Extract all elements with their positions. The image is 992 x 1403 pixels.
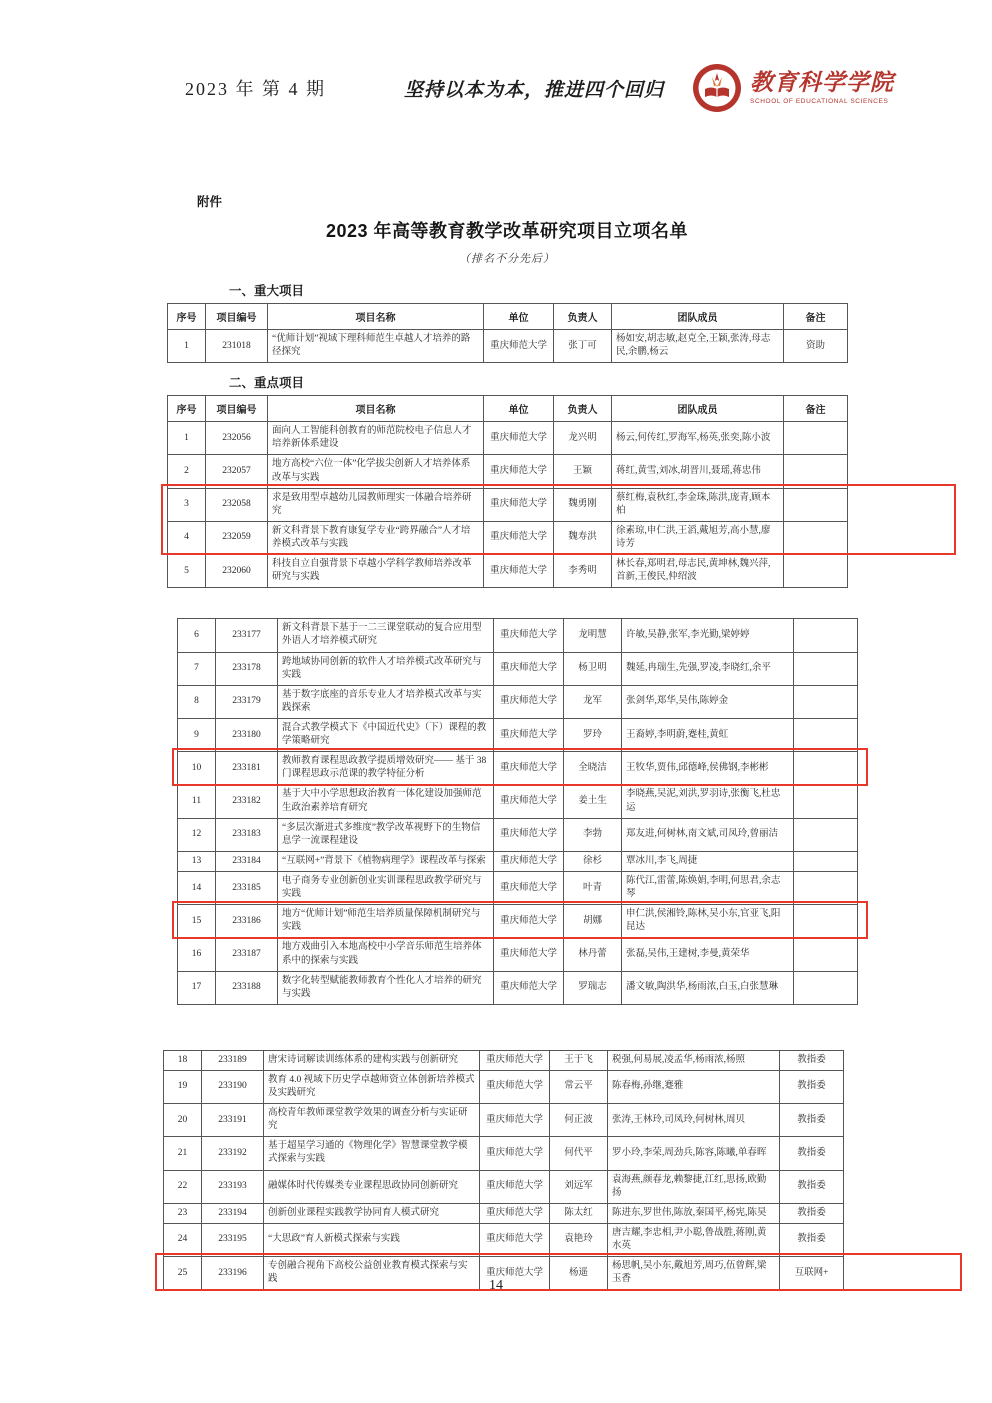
table-cell: 郑友进,何树林,南文斌,司凤玲,曾丽洁 [622,818,794,851]
section-heading-key: 二、重点项目 [229,376,305,391]
table-cell: 重庆师范大学 [494,785,564,818]
table-cell: 233188 [216,971,278,1004]
table-row [164,1203,844,1223]
table-row [168,488,848,521]
table-cell: 233190 [202,1070,264,1103]
section-heading-major: 一、重大项目 [229,284,305,298]
table-cell: 胡娜 [564,905,622,938]
table-cell: 233186 [216,905,278,938]
table-cell: 杨卫明 [564,652,622,685]
table-cell: 233185 [216,871,278,904]
table-header-row [168,396,848,422]
table-cell: 杨思帆,吴小东,戴旭芳,周巧,伍曾辉,梁玉香 [608,1257,780,1290]
table-cell: 教指委 [780,1223,844,1256]
table-cell: 新文科背景下基于一二三课堂联动的复合应用型外语人才培养模式研究 [278,619,494,652]
table-cell: 15 [178,905,216,938]
table-cell: 全晓洁 [564,752,622,785]
table-cell [794,905,858,938]
table-cell: 林丹蕾 [564,938,622,971]
table-cell: 跨地域协同创新的软件人才培养模式改革研究与实践 [278,652,494,685]
table-cell: 王颖 [554,455,612,488]
table-cell: 何代平 [550,1137,608,1170]
table-cell: 资助 [784,330,848,363]
table-cell: 徐杉 [564,851,622,871]
table-cell: 潘文敏,陶洪华,杨雨浓,白玉,白张慧琳 [622,971,794,1004]
table-cell: 基于大中小学思想政治教育一体化建设加强师范生政治素养培育研究 [278,785,494,818]
table-cell: 233187 [216,938,278,971]
table-row [178,971,858,1004]
table-cell: 罗小玲,李荣,周劲兵,陈容,陈曦,单春晖 [608,1137,780,1170]
table-cell: 7 [178,652,216,685]
table-cell: 重庆师范大学 [480,1070,550,1103]
table-cell: 231018 [206,330,268,363]
table-cell [794,938,858,971]
table-cell: 重庆师范大学 [484,330,554,363]
table-cell: 李晓燕,吴泥,刘洪,罗羽诗,张衡飞,杜忠运 [622,785,794,818]
table-row [164,1170,844,1203]
table-cell: 覃冰川,李飞,周捷 [622,851,794,871]
table-cell: 新文科背景下教育康复学专业“跨界融合”人才培养模式改革与实践 [268,521,484,554]
table-row [178,718,858,751]
table-row [178,851,858,871]
document-subtitle: （排名不分先后） [459,253,555,265]
table-cell: 25 [164,1257,202,1290]
table-cell: 1 [168,422,206,455]
table-cell: 张丁可 [554,330,612,363]
logo-chinese-name: 教育科学学院 [750,70,895,96]
table-cell: 18 [164,1050,202,1070]
table-cell: 教师教育课程思政教学提质增效研究—— 基于 38 门课程思政示范课的教学特征分析 [278,752,494,785]
table-cell: 魏勇刚 [554,488,612,521]
table-cell: 重庆师范大学 [480,1137,550,1170]
table-cell: 龙军 [564,685,622,718]
table-row [164,1050,844,1070]
column-header: 团队成员 [612,304,784,330]
table-cell: 3 [168,488,206,521]
table-cell [794,752,858,785]
table-cell: 重庆师范大学 [494,718,564,751]
table-cell: 教指委 [780,1050,844,1070]
table-cell: 233196 [202,1257,264,1290]
table-cell: “优师计划”视域下理科师范生卓越人才培养的路径探究 [268,330,484,363]
table-cell: 杨云,何传红,罗海军,杨英,张奕,陈小波 [612,422,784,455]
page-break-gap [167,588,847,618]
table-cell: 重庆师范大学 [494,871,564,904]
column-header: 项目名称 [268,396,484,422]
key-projects-table-part3 [163,1050,843,1291]
table-cell: 重庆师范大学 [480,1257,550,1290]
table-cell: 杨遥 [550,1257,608,1290]
table-cell [794,971,858,1004]
key-projects-table-part1 [167,395,847,588]
table-cell [784,555,848,588]
table-row [178,905,858,938]
table-row [178,818,858,851]
table-cell: 张涛,王林玲,司凤玲,何树林,周贝 [608,1104,780,1137]
table-cell: 24 [164,1223,202,1256]
table-cell: 龙明慧 [564,619,622,652]
column-header: 负责人 [554,396,612,422]
key-projects-table-part2 [177,618,857,1005]
table-cell: 232058 [206,488,268,521]
table-row [178,652,858,685]
table-cell: 17 [178,971,216,1004]
table-cell: 20 [164,1104,202,1137]
table-cell: 5 [168,555,206,588]
table-cell: 重庆师范大学 [494,851,564,871]
table-cell: “大思政”育人新模式探索与实践 [264,1223,480,1256]
data-table [167,303,848,363]
table-cell: 4 [168,521,206,554]
table-cell [794,718,858,751]
column-header: 项目编号 [206,304,268,330]
table-cell: “多层次渐进式多维度”教学改革视野下的生物信息学一流课程建设 [278,818,494,851]
logo-text [750,71,894,104]
table-cell: 叶青 [564,871,622,904]
school-emblem-icon [692,63,742,113]
table-cell: 罗瑞志 [564,971,622,1004]
table-cell [784,422,848,455]
table-cell: 姜土生 [564,785,622,818]
table-cell: 魏寿洪 [554,521,612,554]
table-cell: 许敏,吴静,张军,李光勤,梁婷婷 [622,619,794,652]
table-cell [794,652,858,685]
table-cell: 重庆师范大学 [484,422,554,455]
table-cell: 电子商务专业创新创业实训课程思政教学研究与实践 [278,871,494,904]
table-cell: 21 [164,1137,202,1170]
table-cell: 22 [164,1170,202,1203]
table-row [168,455,848,488]
table-cell [794,871,858,904]
school-logo [692,63,894,113]
table-cell: 王于飞 [550,1050,608,1070]
table-cell [794,785,858,818]
table-cell: 唐吉耀,李忠相,尹小聪,鲁战胜,蒋刚,黄水英 [608,1223,780,1256]
table-cell: 6 [178,619,216,652]
table-cell: 地方戏曲引入本地高校中小学音乐师范生培养体系中的探索与实践 [278,938,494,971]
table-cell: 233192 [202,1137,264,1170]
table-cell: 地方高校“六位一体”化学拔尖创新人才培养体系改革与实践 [268,455,484,488]
table-cell: 重庆师范大学 [484,555,554,588]
table-cell: 重庆师范大学 [484,521,554,554]
table-cell: 23 [164,1203,202,1223]
table-cell: 林长春,郑明君,母志民,黄坤林,魏兴萍,首新,王俊民,仲绍波 [612,555,784,588]
table-cell: 16 [178,938,216,971]
table-cell: 重庆师范大学 [480,1223,550,1256]
table-cell: 19 [164,1070,202,1103]
table-cell: 刘远军 [550,1170,608,1203]
table-cell: 重庆师范大学 [484,488,554,521]
table-cell: 杨如安,胡志敏,赵克全,王颖,张涛,母志民,余鹏,杨云 [612,330,784,363]
table-cell: 教育 4.0 视域下历史学卓越师资立体创新培养模式及实践研究 [264,1070,480,1103]
table-row [164,1104,844,1137]
table-cell: 232059 [206,521,268,554]
table-cell: 重庆师范大学 [480,1050,550,1070]
table-cell: 蔡红梅,袁秋红,李金珠,陈洪,庞青,顾本柏 [612,488,784,521]
table-cell: 教指委 [780,1203,844,1223]
column-header: 负责人 [554,304,612,330]
table-row [178,871,858,904]
table-cell: 申仁洪,侯湘铃,陈林,吴小东,官亚飞,阳昆达 [622,905,794,938]
issue-label: 2023 年 第 4 期 [185,79,326,99]
table-cell: 11 [178,785,216,818]
table-cell: 233184 [216,851,278,871]
table-cell: 233182 [216,785,278,818]
table-cell: 9 [178,718,216,751]
table-cell: 教指委 [780,1137,844,1170]
table-cell: “互联网+”背景下《植物病理学》课程改革与探索 [278,851,494,871]
table-cell: 袁海燕,颜春龙,赖黎捷,江红,思扬,欧勤扬 [608,1170,780,1203]
table-cell [794,619,858,652]
table-cell: 基于数字底座的音乐专业人才培养模式改革与实践探索 [278,685,494,718]
column-header: 序号 [168,304,206,330]
table-cell: 233178 [216,652,278,685]
column-header: 序号 [168,396,206,422]
table-cell: 重庆师范大学 [494,905,564,938]
page-break-gap [167,1005,847,1050]
table-cell [784,488,848,521]
table-cell: 混合式教学模式下《中国近代史》（下）课程的教学策略研究 [278,718,494,751]
table-cell: 232060 [206,555,268,588]
table-row [164,1223,844,1256]
table-cell: 重庆师范大学 [494,971,564,1004]
column-header: 单位 [484,304,554,330]
table-cell: 233181 [216,752,278,785]
table-cell: 233194 [202,1203,264,1223]
column-header: 备注 [784,304,848,330]
table-cell: 教指委 [780,1104,844,1137]
table-cell: 12 [178,818,216,851]
table-cell: 常云平 [550,1070,608,1103]
page-number: 14 [489,1278,503,1293]
table-row [178,685,858,718]
table-cell: 互联网+ [780,1257,844,1290]
table-cell: 233189 [202,1050,264,1070]
logo-english-name: SCHOOL OF EDUCATIONAL SCIENCES [750,97,889,105]
column-header: 项目编号 [206,396,268,422]
table-row [178,752,858,785]
table-cell: 陈春梅,孙继,蹇雅 [608,1070,780,1103]
column-header: 团队成员 [612,396,784,422]
document-body [167,0,847,1290]
table-cell: 基于超星学习通的《物理化学》智慧课堂教学模式探索与实践 [264,1137,480,1170]
table-cell: 重庆师范大学 [480,1170,550,1203]
table-cell: 陈代江,雷蕾,陈焕娟,李明,何思君,余志琴 [622,871,794,904]
table-cell: 高校青年教师课堂教学效果的调查分析与实证研究 [264,1104,480,1137]
table-row [168,330,848,363]
data-table [177,618,858,1005]
table-cell: 14 [178,871,216,904]
table-cell: 陈太红 [550,1203,608,1223]
table-row [178,938,858,971]
table-cell: 10 [178,752,216,785]
header-slogan: 坚持以本为本，推进四个回归 [404,79,665,101]
table-cell: 233179 [216,685,278,718]
table-cell: 重庆师范大学 [494,685,564,718]
table-cell: 重庆师范大学 [480,1203,550,1223]
table-cell: 科技自立自强背景下卓越小学科学教师培养改革研究与实践 [268,555,484,588]
column-header: 项目名称 [268,304,484,330]
table-cell: 重庆师范大学 [494,818,564,851]
table-row [164,1137,844,1170]
table-cell: 2 [168,455,206,488]
table-row [168,521,848,554]
table-row [164,1070,844,1103]
table-cell: 232056 [206,422,268,455]
table-cell: 唐宋诗词解读训练体系的建构实践与创新研究 [264,1050,480,1070]
page-header [185,58,897,118]
table-cell: 重庆师范大学 [484,455,554,488]
table-cell: 李勃 [564,818,622,851]
table-cell: 重庆师范大学 [480,1104,550,1137]
table-cell: 面向人工智能科创教育的师范院校电子信息人才培养新体系建设 [268,422,484,455]
column-header: 备注 [784,396,848,422]
table-cell: 魏延,冉瑞生,先强,罗凌,李晓红,余平 [622,652,794,685]
table-cell: 重庆师范大学 [494,619,564,652]
table-cell: 陈进东,罗世伟,陈放,秦国平,杨宪,陈昊 [608,1203,780,1223]
table-cell [784,455,848,488]
table-cell: 地方“优师计划”师范生培养质量保障机制研究与实践 [278,905,494,938]
table-cell: 数字化转型赋能教师教育个性化人才培养的研究与实践 [278,971,494,1004]
column-header: 单位 [484,396,554,422]
table-cell: 233183 [216,818,278,851]
table-cell: 专创融合视角下高校公益创业教育模式探索与实践 [264,1257,480,1290]
table-cell: 徐素琼,申仁洪,王滔,戴旭芳,高小慧,廖诗芳 [612,521,784,554]
document-title: 2023 年高等教育教学改革研究项目立项名单 [325,221,689,241]
table-cell: 233195 [202,1223,264,1256]
table-cell [794,851,858,871]
table-cell: 233191 [202,1104,264,1137]
table-cell: 王裔婷,李明蔚,蹇桂,黄虹 [622,718,794,751]
table-cell: 王牧华,贾伟,邱德峰,侯佛钢,李彬彬 [622,752,794,785]
data-table [163,1050,844,1291]
table-cell: 重庆师范大学 [494,938,564,971]
table-row [178,619,858,652]
table-cell: 重庆师范大学 [494,752,564,785]
table-cell: 8 [178,685,216,718]
table-cell: 何正波 [550,1104,608,1137]
table-row [178,785,858,818]
table-cell: 创新创业课程实践教学协同育人模式研究 [264,1203,480,1223]
table-cell: 罗玲 [564,718,622,751]
table-cell: 求是致用型卓越幼儿园教师理实一体融合培养研究 [268,488,484,521]
table-cell: 13 [178,851,216,871]
table-cell: 233177 [216,619,278,652]
table-cell [794,818,858,851]
table-cell: 蒋红,黄雪,刘冰,胡晋川,聂瑶,蒋忠伟 [612,455,784,488]
table-cell [784,521,848,554]
table-cell: 重庆师范大学 [494,652,564,685]
table-cell: 232057 [206,455,268,488]
table-cell: 张磊,吴伟,王建树,李曼,黄荣华 [622,938,794,971]
table-cell: 李秀明 [554,555,612,588]
table-row [168,422,848,455]
major-projects-table [167,303,847,363]
table-cell: 1 [168,330,206,363]
table-header-row [168,304,848,330]
data-table [167,395,848,588]
table-cell: 233180 [216,718,278,751]
table-cell: 教指委 [780,1170,844,1203]
table-cell: 张剑华,郑华,吴伟,陈婷金 [622,685,794,718]
table-cell: 袁艳玲 [550,1223,608,1256]
table-cell: 教指委 [780,1070,844,1103]
attachment-label: 附件 [197,195,223,209]
table-cell [794,685,858,718]
table-row [168,555,848,588]
table-cell: 融媒体时代传媒类专业课程思政协同创新研究 [264,1170,480,1203]
table-cell: 税强,何易展,凌孟华,杨雨浓,杨照 [608,1050,780,1070]
table-cell: 233193 [202,1170,264,1203]
table-cell: 龙兴明 [554,422,612,455]
